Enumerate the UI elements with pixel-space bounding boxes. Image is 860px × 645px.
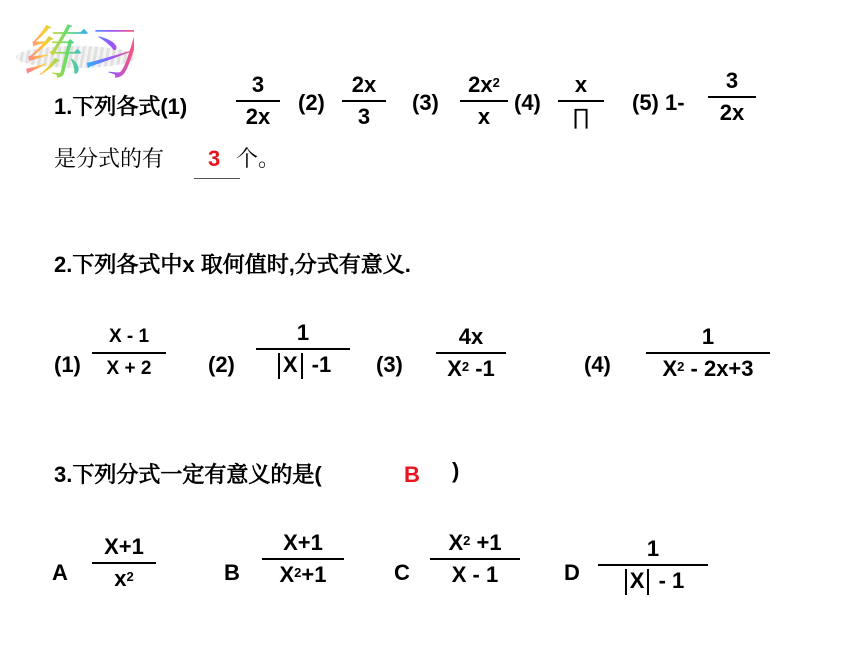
q1-label-2: (2) (298, 90, 325, 115)
q3-option-a-label: A (52, 560, 68, 585)
q1-fraction-3: $2x^2$ x (460, 72, 508, 130)
q3-close-paren: ) (452, 458, 460, 483)
q3-option-d-label: D (564, 560, 580, 585)
q1-label-4: (4) (514, 90, 541, 115)
q2-fraction-3: 4x $X^2$ -1 (436, 324, 506, 382)
q3-text: 3.下列分式一定有意义的是( (54, 462, 322, 487)
q2-fraction-4: 1 $X^2 - 2x+3$ (646, 324, 770, 382)
q2-label-4: (4) (584, 352, 611, 377)
q1-fraction-1: 3 2x (236, 72, 280, 130)
q1-line2-a: 是分式的有 (54, 146, 165, 171)
q1-fraction-5: 3 2x (708, 68, 756, 126)
q1-fraction-2: 2x 3 (342, 72, 386, 130)
q1-answer-blank (194, 178, 240, 179)
q1-label-3: (3) (412, 90, 439, 115)
q1-label-5: (5) 1- (632, 90, 685, 115)
q2-text: 2.下列各式中x 取何值时,分式有意义. (54, 252, 411, 277)
q3-option-c-fraction: $X^2 +1$ X - 1 (430, 530, 520, 588)
q3-option-d-fraction: 1 X - 1 (598, 536, 708, 595)
q2-label-2: (2) (208, 352, 235, 377)
q1-prefix: 1.下列各式(1) (54, 94, 188, 119)
page-title: 练习 (22, 6, 134, 90)
q3-option-a-fraction: X+1 $x^2$ (92, 534, 156, 592)
q3-answer: B (404, 462, 420, 487)
q2-label-1: (1) (54, 352, 81, 377)
q3-option-b-label: B (224, 560, 240, 585)
q2-fraction-2: 1 X -1 (256, 320, 350, 379)
q1-line2-b: 个。 (236, 146, 281, 171)
q1-fraction-4: x ∏ (558, 72, 604, 130)
q3-option-b-fraction: X+1 $X^2+1$ (262, 530, 344, 588)
q3-option-c-label: C (394, 560, 410, 585)
q1-answer: 3 (208, 146, 221, 171)
q2-fraction-1: X - 1 X + 2 (92, 324, 166, 382)
q2-label-3: (3) (376, 352, 403, 377)
